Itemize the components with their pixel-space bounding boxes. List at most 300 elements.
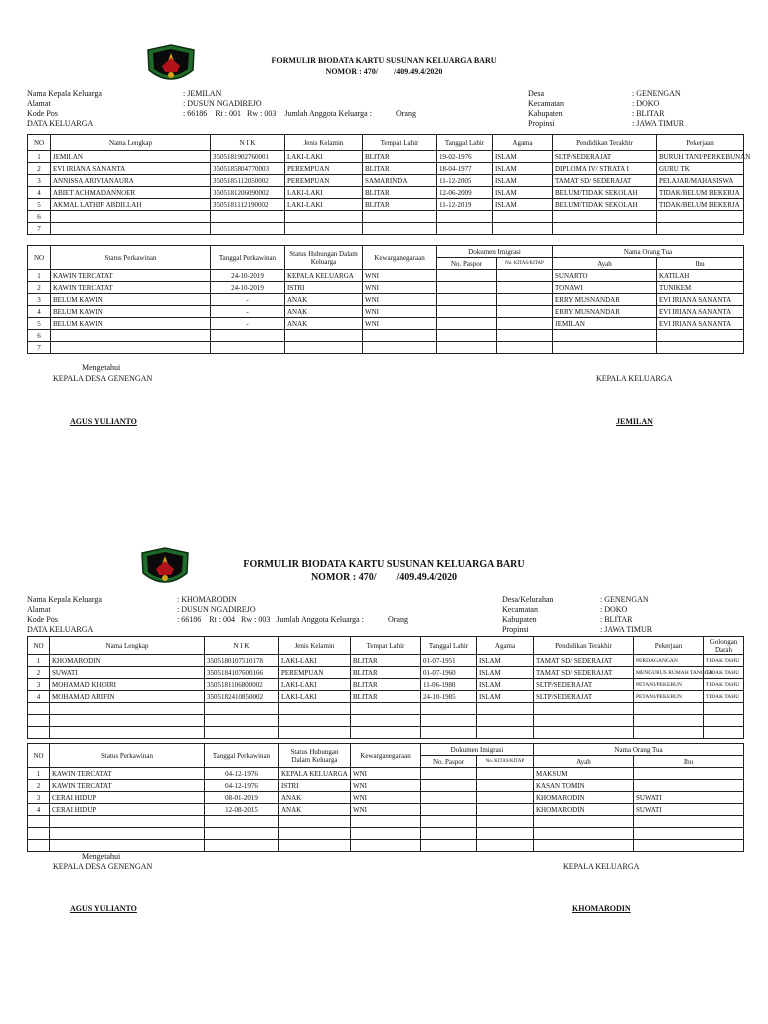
col-ayah: Ayah [534,756,634,768]
table-cell: 3505182410850002 [205,691,279,703]
table-cell: 2 [28,667,50,679]
info-label: Desa [528,89,544,98]
table-cell [634,727,704,739]
table-cell: 04-12-1976 [205,780,279,792]
table-cell [351,816,421,828]
info-label: Kabupaten [502,615,537,624]
table-cell: 3505181206090002 [211,187,285,199]
table-cell [351,840,421,852]
table-cell [279,727,351,739]
table-cell [634,780,744,792]
table-cell: 24-10-2019 [211,270,285,282]
info-label: Nama Kepala Keluarga [27,89,102,98]
household-head-name: JEMILAN [616,417,653,426]
table-cell [421,816,477,828]
info-value: : GENENGAN [632,89,681,98]
table-cell [279,715,351,727]
table-cell: 3505184107600166 [205,667,279,679]
table-cell [28,727,50,739]
table-cell: ANAK [285,294,363,306]
col-tgl: Tanggal Perkawinan [211,246,285,270]
table-cell: ISLAM [477,679,534,691]
table-cell: LAKI-LAKI [285,199,363,211]
table-cell: 24-10-2019 [211,282,285,294]
column-header: NO [28,135,51,151]
household-head-name: KHOMARODIN [572,904,631,913]
table-cell: 11-12-2005 [437,175,493,187]
info-value: : BLITAR [632,109,665,118]
table-cell: SUWATI [634,792,744,804]
table-cell: JEMILAN [51,151,211,163]
table-row [28,703,744,715]
table-header-row [28,744,744,756]
table-cell: ISLAM [493,151,553,163]
village-head-name: AGUS YULIANTO [70,904,137,913]
household-head-title: KEPALA KELUARGA [596,374,673,383]
table-cell [634,715,704,727]
table-cell [205,727,279,739]
table-cell [477,715,534,727]
info-label: Alamat [27,605,51,614]
table-cell [534,703,634,715]
table-cell: TIDAK TAHU [704,679,744,691]
column-header: Agama [477,637,534,655]
table-cell [534,715,634,727]
info-label: Kecamatan [502,605,538,614]
table-cell: ISTRI [285,282,363,294]
table-cell: 12-06-2009 [437,187,493,199]
col-status: Status Perkawinan [50,744,205,768]
form-number: NOMOR : 470/ /409.49.4/2020 [310,572,458,583]
table-cell [351,703,421,715]
table-cell [477,792,534,804]
table-cell: MOHAMAD ARIFIN [50,691,205,703]
table-cell: WNI [351,804,421,816]
table-cell: 3505181106800002 [205,679,279,691]
table-cell: 6 [28,330,51,342]
table-cell: ISLAM [477,655,534,667]
table-cell [279,703,351,715]
table-cell: KAWIN TERCATAT [50,780,205,792]
table-cell: TIDAK TAHU [704,667,744,679]
table-cell: 3 [28,679,50,691]
table-cell: BLITAR [351,679,421,691]
table-cell: BURUH TANI/PERKEBUNAN [657,151,744,163]
info-label: Kode Pos [27,615,58,624]
table-cell: 1 [28,768,50,780]
col-kitas: No. KITAS/KITAP [497,258,553,270]
table-cell: 12-08-2015 [205,804,279,816]
info-value: : JEMILAN [183,89,222,98]
table-cell: MOHAMAD KHOIRI [50,679,205,691]
table-cell: KHOMARODIN [534,792,634,804]
table-cell: WNI [351,792,421,804]
column-header: Jenis Kelamin [285,135,363,151]
table-row [28,667,744,679]
table-cell [421,840,477,852]
table-cell: WNI [363,270,437,282]
table-cell: ANNISSA ARIVIANAURA [51,175,211,187]
table-cell: AKMAL LATHIF ABDILLAH [51,199,211,211]
column-header: Nama Lengkap [50,637,205,655]
col-ortu: Nama Orang Tua [553,246,744,258]
village-head-title: KEPALA DESA GENENGAN [53,862,153,871]
table-cell [28,816,50,828]
table-cell: 2 [28,163,51,175]
table-row [28,780,744,792]
table-cell: 3505180107510178 [205,655,279,667]
table-cell: TAMAT SD/ SEDERAJAT [553,175,657,187]
table-cell: 7 [28,342,51,354]
table-cell: LAKI-LAKI [285,151,363,163]
village-head-name: AGUS YULIANTO [70,417,137,426]
table-cell: SLTP/SEDERAJAT [534,679,634,691]
info-value: : JAWA TIMUR [600,625,653,634]
info-value: : DUSUN NGADIREJO [177,605,256,614]
table-cell: PEREMPUAN [285,163,363,175]
table-cell: ERRY MUSNANDAR [553,294,657,306]
table-cell: 3505181902760001 [211,151,285,163]
table-cell: - [211,318,285,330]
table-cell [351,715,421,727]
col-warga: Kewarganegaraan [363,246,437,270]
table-cell [205,828,279,840]
table-cell: GURU TK [657,163,744,175]
table-cell: BLITAR [363,163,437,175]
table-cell: 5 [28,318,51,330]
table-cell [634,828,744,840]
table-cell [477,840,534,852]
section-label: DATA KELUARGA [27,119,94,128]
table-row [28,715,744,727]
table-cell: 7 [28,223,51,235]
table-cell: LAKI-LAKI [285,187,363,199]
mengetahui-label: Mengetahui [82,363,121,372]
table-cell: SUNARTO [553,270,657,282]
table-cell: BLITAR [363,199,437,211]
table-header-row [28,637,744,655]
table-cell: JEMILAN [553,318,657,330]
table-cell: KEPALA KELUARGA [279,768,351,780]
table-cell: ANAK [279,792,351,804]
table-cell: KAWIN TERCATAT [51,282,211,294]
column-header: Pendidikan Terakhir [534,637,634,655]
table-cell: EVI IRIANA SANANTA [657,318,744,330]
table-cell [634,840,744,852]
table-cell: 1 [28,151,51,163]
table-cell: - [211,294,285,306]
table-cell: SUWATI [634,804,744,816]
table-cell: TIDAK/BELUM BEKERJA [657,199,744,211]
col-dok: Dokumen Imigrasi [421,744,534,756]
table-cell: 18-04-1977 [437,163,493,175]
info-label: Desa/Kelurahan [502,595,554,604]
info-label: Propinsi [528,119,555,128]
table-cell [477,703,534,715]
col-ortu: Nama Orang Tua [534,744,744,756]
table-cell [50,703,205,715]
table-cell [534,816,634,828]
table-cell: BELUM KAWIN [51,318,211,330]
table-cell: TIDAK TAHU [704,655,744,667]
table-cell: 04-12-1976 [205,768,279,780]
household-head-info [27,595,408,635]
table-cell [634,816,744,828]
table-cell [421,768,477,780]
table-cell: LAKI-LAKI [279,679,351,691]
table-cell: 4 [28,691,50,703]
table-cell: TONAWI [553,282,657,294]
table-row [28,828,744,840]
table-cell: KHOMARODIN [50,655,205,667]
col-kitas: No. KITAS/KITAP [477,756,534,768]
table-cell: 4 [28,804,50,816]
table-cell: WNI [351,780,421,792]
table-row [28,816,744,828]
table-cell: 3 [28,175,51,187]
marital-status-table [27,743,744,852]
table-cell: CERAI HIDUP [50,804,205,816]
column-header: Pekerjaan [634,637,704,655]
table-row [28,655,744,667]
table-cell [205,715,279,727]
table-cell [634,768,744,780]
col-paspor: No. Paspor [437,258,497,270]
table-cell: KASAN TOMIN [534,780,634,792]
info-value: : KHOMARODIN [177,595,237,604]
table-cell: ISLAM [477,667,534,679]
table-cell: KAWIN TERCATAT [50,768,205,780]
table-cell: 1 [28,270,51,282]
village-head-title: KEPALA DESA GENENGAN [53,374,153,383]
table-cell [704,727,744,739]
table-cell: 3505185112050002 [211,175,285,187]
table-cell: EVI IRIANA SANANTA [657,294,744,306]
table-cell [50,828,205,840]
table-cell: ISLAM [493,163,553,175]
table-cell [28,715,50,727]
col-paspor: No. Paspor [421,756,477,768]
table-cell [205,816,279,828]
table-cell [421,703,477,715]
table-cell [477,804,534,816]
table-cell: BLITAR [351,667,421,679]
section-label: DATA KELUARGA [27,625,94,634]
table-cell: 3505185804770003 [211,163,285,175]
household-head-title: KEPALA KELUARGA [563,862,640,871]
table-cell [477,768,534,780]
table-cell [534,840,634,852]
table-cell [279,828,351,840]
table-cell: TAMAT SD/ SEDERAJAT [534,667,634,679]
table-cell: WNI [363,282,437,294]
info-value: : JAWA TIMUR [632,119,685,128]
table-cell: 2 [28,780,50,792]
table-cell [634,703,704,715]
table-cell: EVI IRIANA SANANTA [657,306,744,318]
info-label: Kecamatan [528,99,564,108]
table-cell: 5 [28,199,51,211]
table-cell: PETANI/PEKEBUN [634,679,704,691]
column-header: N I K [205,637,279,655]
table-row [28,840,744,852]
table-cell [477,727,534,739]
table-cell [50,816,205,828]
table-cell [421,727,477,739]
table-row [28,792,744,804]
info-value: : DOKO [632,99,660,108]
table-cell [421,792,477,804]
col-warga: Kewarganegaraan [351,744,421,768]
info-label: Propinsi [502,625,529,634]
table-cell: BLITAR [363,151,437,163]
table-cell [477,816,534,828]
table-cell [50,840,205,852]
table-cell: BLITAR [363,187,437,199]
table-cell: TIDAK TAHU [704,691,744,703]
table-cell: SAMARINDA [363,175,437,187]
table-cell: 3505181112190002 [211,199,285,211]
info-value: : 66186 Rt : 001 Rw : 003 Jumlah Anggota Keluarga : Orang [183,109,416,118]
table-cell [28,840,50,852]
table-cell: BLITAR [351,691,421,703]
table-cell: 08-01-2019 [205,792,279,804]
table-cell [28,828,50,840]
table-cell [50,715,205,727]
info-value: : GENENGAN [600,595,649,604]
table-cell: PETANI/PEKEBUN [634,691,704,703]
table-cell: 01-07-1951 [421,655,477,667]
table-cell [534,727,634,739]
column-header: N I K [211,135,285,151]
column-header: NO [28,637,50,655]
column-header: Tanggal Lahir [421,637,477,655]
table-cell: SUWATI [50,667,205,679]
table-cell [205,703,279,715]
table-row [28,679,744,691]
table-cell: BLITAR [351,655,421,667]
table-cell: ISLAM [493,187,553,199]
col-ibu: Ibu [657,258,744,270]
column-header: Golongan Darah [704,637,744,655]
table-cell: ANAK [285,318,363,330]
info-value: : 66186 Rt : 004 Rw : 003 Jumlah Anggota Keluarga : Orang [177,615,408,624]
info-label: Kode Pos [27,109,58,118]
table-cell: WNI [363,306,437,318]
col-ibu: Ibu [634,756,744,768]
table-cell: ISLAM [493,175,553,187]
table-cell: WNI [363,294,437,306]
col-hub: Status Hubungan Dalam Keluarga [285,246,363,270]
table-cell: CERAI HIDUP [50,792,205,804]
table-cell: ERRY MUSNANDAR [553,306,657,318]
table-cell: BELUM KAWIN [51,306,211,318]
region-info [502,595,652,635]
table-cell: 11-06-1980 [421,679,477,691]
table-cell: 3 [28,792,50,804]
table-cell: 4 [28,187,51,199]
table-cell: KAWIN TERCATAT [51,270,211,282]
table-cell: ISTRI [279,780,351,792]
table-cell: WNI [363,318,437,330]
column-header: Pendidikan Terakhir [553,135,657,151]
table-cell: BELUM KAWIN [51,294,211,306]
table-cell: TUNIKEM [657,282,744,294]
column-header: Tempat Lahir [363,135,437,151]
table-cell: 1 [28,655,50,667]
table-row [28,768,744,780]
column-header: Tempat Lahir [351,637,421,655]
table-cell [704,715,744,727]
table-cell: 3 [28,294,51,306]
table-cell: ANAK [285,306,363,318]
column-header: Tanggal Lahir [437,135,493,151]
table-cell: BELUM/TIDAK SEKOLAH [553,187,657,199]
table-cell: ANAK [279,804,351,816]
col-no: NO [28,246,51,270]
table-cell: EVI IRIANA SANANTA [51,163,211,175]
table-cell [28,703,50,715]
table-cell: LAKI-LAKI [279,691,351,703]
column-header: Pekerjaan [657,135,744,151]
table-cell [50,727,205,739]
table-cell: TAMAT SD/ SEDERAJAT [534,655,634,667]
mengetahui-label: Mengetahui [82,852,121,861]
col-status: Status Perkawinan [51,246,211,270]
info-label: Nama Kepala Keluarga [27,595,102,604]
table-cell: - [211,306,285,318]
table-cell [279,816,351,828]
info-value: : DUSUN NGADIREJO [183,99,262,108]
table-cell: ABIET ACHMADANNOER [51,187,211,199]
table-cell: KATILAH [657,270,744,282]
table-cell: TIDAK/BELUM BEKERJA [657,187,744,199]
table-cell [205,840,279,852]
table-row [28,691,744,703]
table-cell: SLTP/SEDERAJAT [553,151,657,163]
info-label: Alamat [27,99,51,108]
table-cell: KHOMARODIN [534,804,634,816]
table-cell [477,780,534,792]
table-cell: 2 [28,282,51,294]
col-ayah: Ayah [553,258,657,270]
table-cell: 19-02-1976 [437,151,493,163]
col-no: NO [28,744,50,768]
column-header: Nama Lengkap [51,135,211,151]
table-cell: 4 [28,306,51,318]
column-header: Jenis Kelamin [279,637,351,655]
table-cell: SLTP/SEDERAJAT [534,691,634,703]
table-cell: PEREMPUAN [285,175,363,187]
table-cell: MENGURUS RUMAH TANGGA [634,667,704,679]
col-dok: Dokumen Imigrasi [437,246,553,258]
table-cell [351,727,421,739]
info-value: : DOKO [600,605,628,614]
form-number: NOMOR : 470/ /409.49.4/2020 [325,67,443,76]
table-row [28,727,744,739]
form-title: FORMULIR BIODATA KARTU SUSUNAN KELUARGA BARU [243,559,525,570]
table-cell: KEPALA KELUARGA [285,270,363,282]
table-cell: 24-10-1985 [421,691,477,703]
column-header: Agama [493,135,553,151]
table-cell: ISLAM [477,691,534,703]
table-cell [704,703,744,715]
table-cell: LAKI-LAKI [279,655,351,667]
info-value: : BLITAR [600,615,633,624]
col-hub: Status Hubungan Dalam Keluarga [279,744,351,768]
table-cell [421,780,477,792]
table-row [28,804,744,816]
